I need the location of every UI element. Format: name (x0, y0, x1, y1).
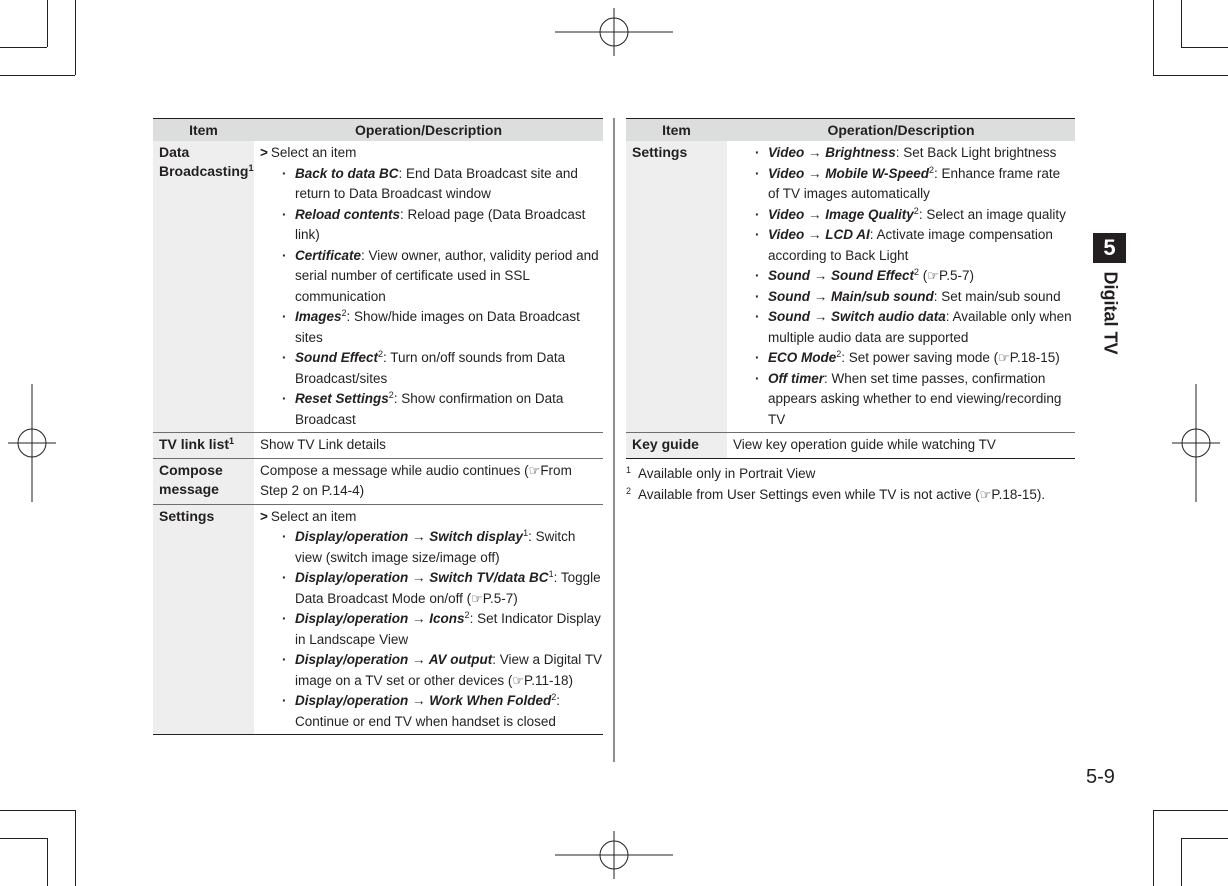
arrow-right-icon: → (412, 529, 426, 544)
item-cell: Data Broadcasting$^1$ (153, 141, 254, 433)
sub-item-list (260, 527, 603, 732)
sub-item: · Display/operation → Switch TV/data $BC^1$: Toggle Data Broadcast Mode on/off (☞P.5-7) (282, 568, 603, 609)
sub-item: · Display/operation → Icons$^2$: Set Indicator Display in Landscape View (282, 609, 603, 650)
sub-item: · ECO Mode$^2$: Set power saving mode (☞P.18-15) (755, 348, 1075, 369)
crop-mark (0, 838, 47, 839)
crop-mark (75, 810, 76, 886)
arrow-right-icon: → (412, 570, 426, 585)
item-cell: Settings (153, 504, 254, 735)
page-number: 5-9 (1086, 766, 1115, 788)
table-row (153, 433, 603, 459)
sub-item: · Sound Effect$^2$: Turn on/off sounds from Data Broadcast/sites (282, 348, 603, 389)
reference-hand-icon: ☞ (528, 462, 541, 478)
sub-item: · Images$^2$: Show/hide images on Data Broadcast sites (282, 307, 603, 348)
table-row (153, 458, 603, 504)
sub-item: · Video → Mobile W-Speed$^2$: Enhance frame rate of TV images automatically (755, 164, 1075, 205)
sub-item: · Sound → Main/sub sound: Set main/sub sound (755, 287, 1075, 308)
arrow-right-icon: → (412, 652, 426, 667)
sub-item: · Video → LCD AI: Activate image compensation according to Back Light (755, 225, 1075, 266)
reference-hand-icon: ☞ (512, 672, 525, 688)
description-header: Operation/Description (254, 119, 603, 142)
reference-hand-icon: ☞ (979, 486, 992, 502)
arrow-right-icon: → (813, 268, 828, 283)
sub-item-list (733, 143, 1075, 430)
crop-mark (1181, 838, 1182, 886)
footnote: 1 Available only in Portrait View (626, 464, 816, 481)
crop-mark (1153, 810, 1228, 811)
crop-mark (0, 810, 75, 811)
table-row (153, 141, 603, 433)
column-divider (613, 118, 615, 762)
sub-item: · Certificate: View owner, author, validity period and serial number of certificate used in SSL communication (282, 246, 603, 308)
arrow-right-icon: → (808, 165, 822, 181)
sub-item: · Off timer: When set time passes, confirmation appears asking whether to end viewing/recording TV (755, 369, 1075, 431)
description-cell: Compose a message while audio continues (☞From Step 2 on P.14-4) (254, 458, 603, 504)
triangle-right-icon: > (260, 145, 268, 160)
description-cell (727, 141, 1075, 433)
sub-item: · Display/operation → Work When Folded$^2$: Continue or end TV when handset is closed (282, 691, 603, 732)
item-cell: Key guide (626, 433, 727, 459)
right-column (626, 118, 1075, 505)
crop-mark (1153, 810, 1154, 886)
reference-hand-icon: ☞ (471, 590, 483, 606)
sub-item: · Video → Brightness: Set Back Light brightness (755, 143, 1075, 164)
arrow-right-icon: → (808, 227, 822, 242)
registration-mark-right (1172, 384, 1220, 502)
sub-item: · Sound → Sound Effect$^2$ (☞P.5-7) (755, 266, 1075, 287)
table-row (626, 141, 1075, 433)
item-header: Item (626, 119, 727, 142)
arrow-right-icon: → (813, 288, 828, 304)
arrow-right-icon: → (808, 206, 822, 222)
description-cell (254, 504, 603, 735)
registration-mark-left (8, 384, 56, 502)
description-cell: Show TV Link details (254, 433, 603, 459)
crop-mark (47, 838, 48, 886)
sub-item: · Back to data BC: End Data Broadcast site and return to Data Broadcast window (282, 164, 603, 205)
sub-item: · Display/operation → Switch display$^1$: Switch view (switch image size/image off) (282, 527, 603, 568)
arrow-right-icon: → (412, 693, 426, 708)
sub-item: · Sound → Switch audio data: Available only when multiple audio data are supported (755, 307, 1075, 348)
crop-mark (1153, 0, 1154, 75)
description-cell: View key operation guide while watching TV (727, 433, 1075, 459)
arrow-right-icon: → (412, 611, 426, 626)
table-row (626, 433, 1075, 459)
arrow-right-icon: → (808, 145, 822, 160)
registration-mark-bottom (555, 831, 673, 879)
item-header: Item (153, 119, 254, 142)
lead-line: > Select an item (260, 508, 357, 524)
crop-mark (47, 0, 48, 47)
item-cell: Settings (626, 141, 727, 433)
left-column (153, 118, 603, 735)
triangle-right-icon: > (260, 508, 268, 524)
reference-hand-icon: ☞ (998, 350, 1010, 365)
sub-item: · Video → Image Quality$^2$: Select an image quality (755, 205, 1075, 226)
footnote: 2 Available from User Settings even while TV is not active (☞P.18-15). (626, 485, 1046, 502)
description-header: Operation/Description (727, 119, 1075, 142)
footnotes (626, 463, 1075, 505)
crop-mark (1153, 75, 1228, 76)
registration-mark-top (555, 8, 673, 56)
sub-item: · Display/operation → AV output: View a Digital TV image on a TV set or other devices (☞P.11-18) (282, 650, 603, 691)
reference-hand-icon: ☞ (927, 268, 939, 283)
sub-item: · Reload contents: Reload page (Data Broadcast link) (282, 205, 603, 246)
description-cell (254, 141, 603, 433)
settings-table-left (153, 118, 603, 735)
sub-item: · Reset Settings$^2$: Show confirmation on Data Broadcast (282, 389, 603, 430)
arrow-right-icon: → (813, 309, 828, 324)
crop-mark (75, 0, 76, 75)
chapter-title: Digital TV (1100, 271, 1121, 355)
crop-mark (1181, 47, 1228, 48)
item-cell: Compose message (153, 458, 254, 504)
crop-mark (0, 47, 47, 48)
crop-mark (0, 75, 75, 76)
crop-mark (1181, 0, 1182, 47)
lead-line: > Select an item (260, 145, 357, 160)
settings-table-right (626, 118, 1075, 459)
crop-mark (1181, 838, 1228, 839)
item-cell: TV link list$^1$ (153, 433, 254, 459)
table-row (153, 504, 603, 735)
chapter-number-badge: 5 (1093, 233, 1126, 263)
sub-item-list (260, 164, 603, 431)
